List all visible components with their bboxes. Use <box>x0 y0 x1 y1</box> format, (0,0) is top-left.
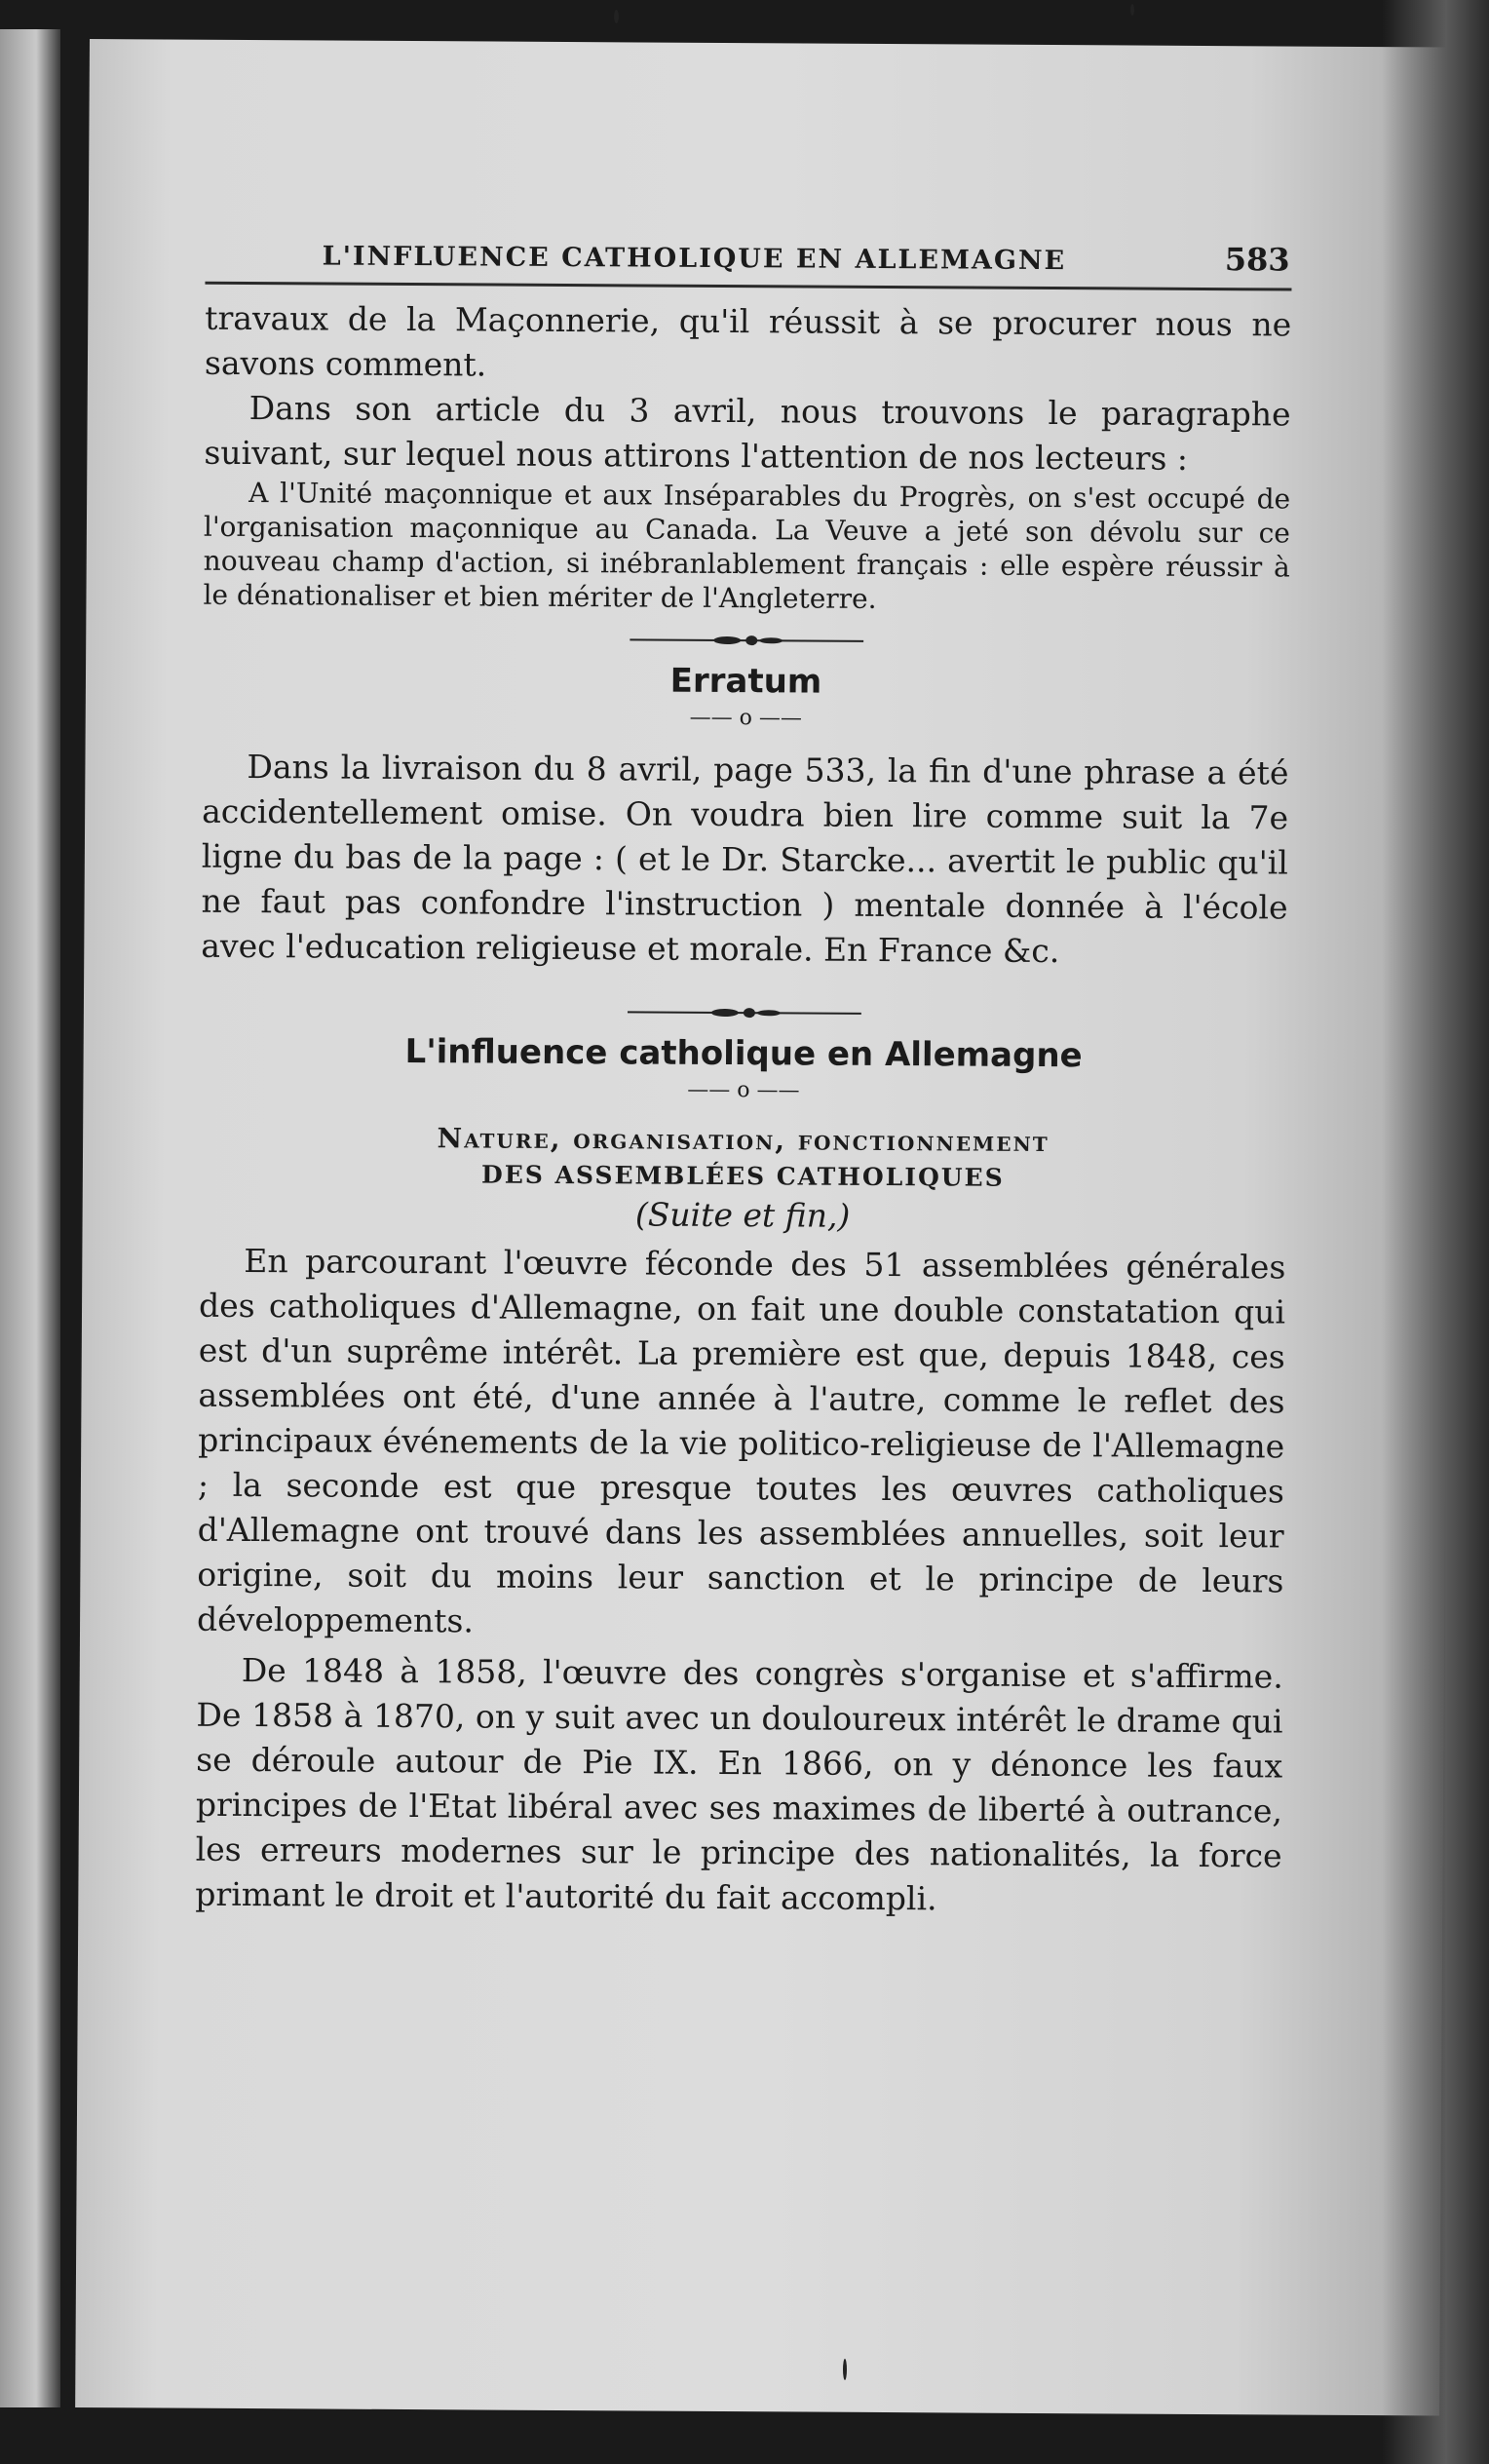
erratum-rule: —— o —— <box>689 705 802 731</box>
running-head-title: L'INFLUENCE CATHOLIQUE EN ALLEMAGNE <box>322 241 1067 277</box>
article-subhead-line2: DES ASSEMBLÉES CATHOLIQUES <box>480 1160 1005 1192</box>
ornament-divider <box>203 630 1289 656</box>
running-head <box>205 235 1291 291</box>
book-page <box>75 39 1454 2416</box>
dust-speck <box>1130 4 1134 16</box>
article-paragraph-1: En parcourant l'œuvre féconde des 51 assemblées générales des catholiques d'Allemagne, on fait une double constatation qui est d'un suprême intérêt. La première est que, depuis 1848, ces assemblées ont été, d'une année à l'autre, comme le reflet des principaux événements de la vie politico-religieuse de l'Allemagne ; la seconde est que presque toutes les œuvres catholiques d'Allemagne ont trouvé dans les assemblées annuelles, soit leur origine, soit du moins leur sanction et le principe de leurs développements. <box>196 1241 1286 1640</box>
ornament-icon <box>630 632 863 648</box>
article-title: L'influence catholique en Allemagne <box>404 1031 1083 1076</box>
page-number: 583 <box>1224 241 1290 279</box>
article-subhead-line1: Nature, organisation, fonctionnement <box>437 1122 1050 1159</box>
dust-speck <box>843 2359 847 2380</box>
quoted-paragraph: A l'Unité maçonnique et aux Inséparables du Progrès, on s'est occupé de l'organisation maçonnique au Canada. La Veuve a jeté son dévolu sur ce nouveau champ d'action, si inébranlablement français : elle espère réussir à le dénationaliser et bien mériter de l'Angleterre. <box>203 477 1291 615</box>
continuation-paragraph: travaux de la Maçonnerie, qu'il réussit à se procurer nous ne savons comment. <box>204 298 1292 384</box>
right-page-shadow <box>1382 0 1489 2464</box>
previous-page-edge <box>0 29 60 2407</box>
erratum-title: Erratum <box>669 661 822 702</box>
page-text <box>195 235 1292 1924</box>
article-suite: (Suite et fin,) <box>634 1195 851 1235</box>
ornament-icon <box>627 1004 860 1020</box>
dust-speck <box>614 10 619 23</box>
ornament-divider-2 <box>201 1002 1287 1028</box>
intro-paragraph: Dans son article du 3 avril, nous trouvons le paragraphe suivant, sur lequel nous attirons l'attention de nos lecteurs : <box>204 389 1291 478</box>
article-paragraph-2: De 1848 à 1858, l'œuvre des congrès s'organise et s'affirme. De 1858 à 1870, on y suit avec un douloureux intérêt le drame qui se déroule autour de Pie IX. En 1866, on y dénonce les faux principes de l'Etat libéral avec ses maximes de liberté à outrance, les erreurs modernes sur le principe des nationalités, la force primant le droit et l'autorité du fait accompli. <box>195 1650 1283 1918</box>
article-rule: —— o —— <box>687 1077 800 1103</box>
erratum-paragraph: Dans la livraison du 8 avril, page 533, la fin d'une phrase a été accidentellement omise. On voudra bien lire comme suit la 7e ligne du bas de la page : ( et le Dr. Starcke... avertit le public qu'il ne faut pas confondre l'instruction ) mentale donnée à l'école avec l'education religieuse et morale. En France &c. <box>201 748 1289 971</box>
